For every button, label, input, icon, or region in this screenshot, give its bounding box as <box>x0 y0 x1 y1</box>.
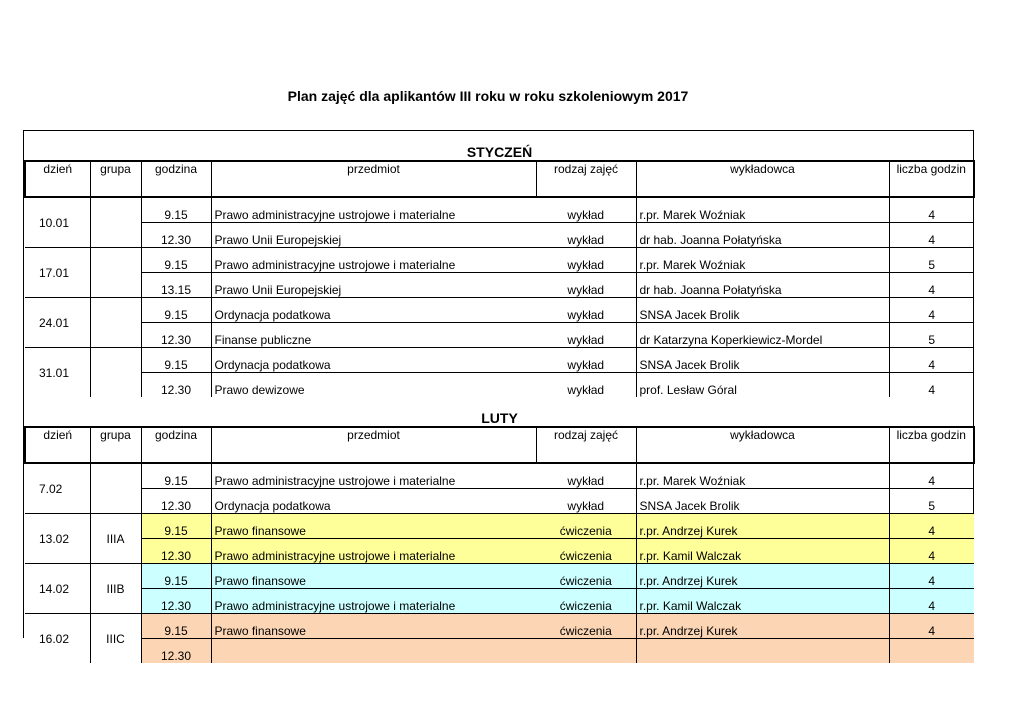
column-header-day: dzień <box>25 161 90 197</box>
type-cell: ćwiczenia <box>536 589 636 614</box>
subject-cell: Prawo administracyjne ustrojowe i materialne <box>211 197 536 223</box>
group-cell: IIIB <box>90 564 141 614</box>
day-cell: 31.01 <box>25 348 90 398</box>
lecturer-cell: r.pr. Marek Woźniak <box>636 248 889 273</box>
lecturer-cell: r.pr. Marek Woźniak <box>636 463 889 489</box>
hours-cell: 4 <box>889 589 974 614</box>
day-cell: 13.02 <box>25 514 90 564</box>
schedule-row <box>25 348 974 373</box>
subject-cell <box>211 639 536 664</box>
type-cell: wykład <box>536 298 636 323</box>
type-cell: wykład <box>536 463 636 489</box>
hours-cell: 4 <box>889 463 974 489</box>
group-cell: IIIC <box>90 614 141 664</box>
type-cell: wykład <box>536 348 636 373</box>
column-header-group: grupa <box>90 427 141 463</box>
type-cell: wykład <box>536 197 636 223</box>
column-header-hour: godzina <box>141 427 211 463</box>
type-cell: wykład <box>536 323 636 348</box>
group-cell <box>90 248 141 298</box>
type-cell: wykład <box>536 373 636 398</box>
day-cell: 24.01 <box>25 298 90 348</box>
lecturer-cell: r.pr. Kamil Walczak <box>636 589 889 614</box>
column-header-group: grupa <box>90 161 141 197</box>
hour-cell: 9.15 <box>141 348 211 373</box>
lecturer-cell: prof. Lesław Góral <box>636 373 889 398</box>
column-header-hour: godzina <box>141 161 211 197</box>
header-row <box>25 427 974 463</box>
group-cell <box>90 463 141 514</box>
column-header-subject: przedmiot <box>211 161 536 197</box>
lecturer-cell: SNSA Jacek Brolik <box>636 348 889 373</box>
subject-cell: Prawo finansowe <box>211 514 536 539</box>
subject-cell: Prawo dewizowe <box>211 373 536 398</box>
schedule-row <box>25 373 974 398</box>
hours-cell: 4 <box>889 223 974 248</box>
lecturer-cell: r.pr. Andrzej Kurek <box>636 514 889 539</box>
group-cell <box>90 197 141 248</box>
schedule-row <box>25 489 974 514</box>
type-cell: wykład <box>536 223 636 248</box>
type-cell: ćwiczenia <box>536 539 636 564</box>
column-header-lecturer: wykładowca <box>636 427 889 463</box>
hour-cell: 9.15 <box>141 248 211 273</box>
hours-cell: 4 <box>889 348 974 373</box>
column-header-subject: przedmiot <box>211 427 536 463</box>
subject-cell: Prawo administracyjne ustrojowe i materialne <box>211 539 536 564</box>
schedule-row <box>25 197 974 223</box>
lecturer-cell: SNSA Jacek Brolik <box>636 298 889 323</box>
subject-cell: Prawo administracyjne ustrojowe i materialne <box>211 463 536 489</box>
schedule-row <box>25 539 974 564</box>
subject-cell: Ordynacja podatkowa <box>211 298 536 323</box>
schedule-row <box>25 273 974 298</box>
type-cell: wykład <box>536 489 636 514</box>
lecturer-cell: r.pr. Andrzej Kurek <box>636 614 889 639</box>
hours-cell: 5 <box>889 323 974 348</box>
schedule-row <box>25 463 974 489</box>
subject-cell: Prawo finansowe <box>211 614 536 639</box>
type-cell: ćwiczenia <box>536 564 636 589</box>
lecturer-cell <box>636 639 889 664</box>
hour-cell: 12.30 <box>141 639 211 664</box>
hour-cell: 9.15 <box>141 463 211 489</box>
hours-cell: 4 <box>889 564 974 589</box>
hour-cell: 12.30 <box>141 589 211 614</box>
day-cell: 10.01 <box>25 197 90 248</box>
hour-cell: 12.30 <box>141 539 211 564</box>
hour-cell: 12.30 <box>141 373 211 398</box>
schedule-row <box>25 614 974 639</box>
type-cell <box>536 639 636 664</box>
type-cell: wykład <box>536 248 636 273</box>
hours-cell: 4 <box>889 514 974 539</box>
hour-cell: 12.30 <box>141 489 211 514</box>
month-row <box>25 131 974 161</box>
subject-cell: Prawo Unii Europejskiej <box>211 273 536 298</box>
schedule-row <box>25 248 974 273</box>
column-header-hours: liczba godzin <box>889 161 974 197</box>
type-cell: ćwiczenia <box>536 614 636 639</box>
schedule-row <box>25 564 974 589</box>
subject-cell: Ordynacja podatkowa <box>211 348 536 373</box>
day-cell: 7.02 <box>25 463 90 514</box>
hour-cell: 13.15 <box>141 273 211 298</box>
hours-cell: 4 <box>889 298 974 323</box>
hours-cell: 4 <box>889 273 974 298</box>
day-cell: 16.02 <box>25 614 90 664</box>
hour-cell: 9.15 <box>141 197 211 223</box>
column-header-type: rodzaj zajęć <box>536 161 636 197</box>
column-header-hours: liczba godzin <box>889 427 974 463</box>
lecturer-cell: dr Katarzyna Koperkiewicz-Mordel <box>636 323 889 348</box>
lecturer-cell: r.pr. Andrzej Kurek <box>636 564 889 589</box>
subject-cell: Ordynacja podatkowa <box>211 489 536 514</box>
lecturer-cell: r.pr. Kamil Walczak <box>636 539 889 564</box>
schedule-sheet <box>23 130 974 663</box>
month-row <box>25 397 974 427</box>
hours-cell: 4 <box>889 373 974 398</box>
hours-cell: 4 <box>889 539 974 564</box>
hour-cell: 12.30 <box>141 223 211 248</box>
group-cell <box>90 298 141 348</box>
schedule-row <box>25 589 974 614</box>
type-cell: wykład <box>536 273 636 298</box>
hours-cell: 5 <box>889 489 974 514</box>
schedule-row <box>25 323 974 348</box>
schedule-table <box>24 131 975 663</box>
hour-cell: 9.15 <box>141 614 211 639</box>
hour-cell: 9.15 <box>141 298 211 323</box>
hours-cell: 5 <box>889 248 974 273</box>
hours-cell: 4 <box>889 197 974 223</box>
day-cell: 14.02 <box>25 564 90 614</box>
lecturer-cell: r.pr. Marek Woźniak <box>636 197 889 223</box>
hour-cell: 9.15 <box>141 564 211 589</box>
group-cell: IIIA <box>90 514 141 564</box>
lecturer-cell: SNSA Jacek Brolik <box>636 489 889 514</box>
lecturer-cell: dr hab. Joanna Połatyńska <box>636 273 889 298</box>
subject-cell: Prawo administracyjne ustrojowe i materialne <box>211 589 536 614</box>
hours-cell <box>889 639 974 664</box>
group-cell <box>90 348 141 398</box>
schedule-row <box>25 223 974 248</box>
subject-cell: Prawo finansowe <box>211 564 536 589</box>
lecturer-cell: dr hab. Joanna Połatyńska <box>636 223 889 248</box>
subject-cell: Finanse publiczne <box>211 323 536 348</box>
schedule-row <box>25 514 974 539</box>
header-row <box>25 161 974 197</box>
column-header-lecturer: wykładowca <box>636 161 889 197</box>
month-name: STYCZEŃ <box>466 144 533 160</box>
page-title: Plan zajęć dla aplikantów III roku w roku szkoleniowym 2017 <box>287 88 689 104</box>
hour-cell: 12.30 <box>141 323 211 348</box>
hour-cell: 9.15 <box>141 514 211 539</box>
day-cell: 17.01 <box>25 248 90 298</box>
type-cell: ćwiczenia <box>536 514 636 539</box>
schedule-row <box>25 639 974 664</box>
column-header-day: dzień <box>25 427 90 463</box>
subject-cell: Prawo Unii Europejskiej <box>211 223 536 248</box>
subject-cell: Prawo administracyjne ustrojowe i materialne <box>211 248 536 273</box>
column-header-type: rodzaj zajęć <box>536 427 636 463</box>
schedule-row <box>25 298 974 323</box>
hours-cell: 4 <box>889 614 974 639</box>
month-name: LUTY <box>481 410 518 426</box>
